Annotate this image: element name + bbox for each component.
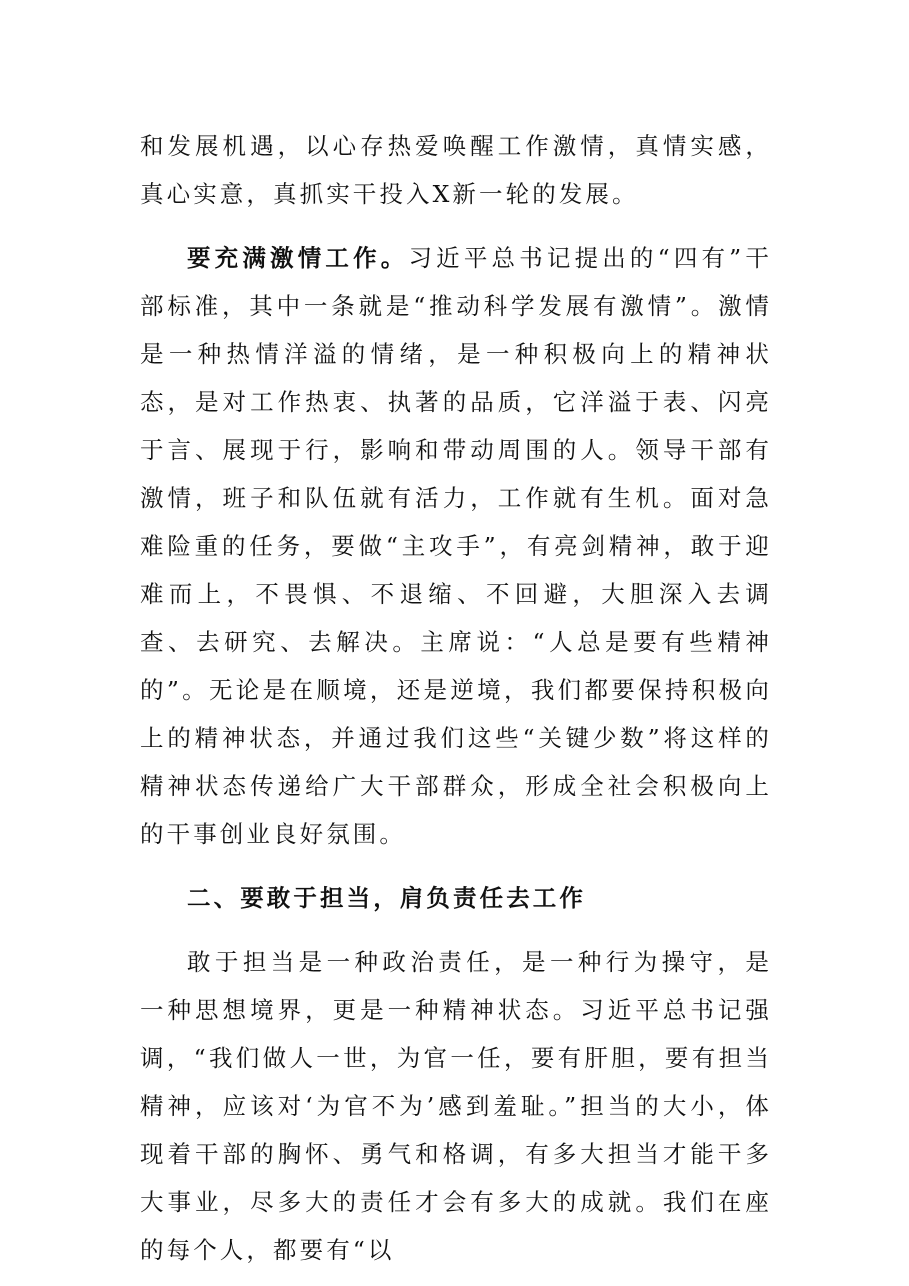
- paragraph-text: 习近平总书记提出的“四有”干部标准，其中一条就是“推动科学发展有激情”。激情是一种热情洋溢的情绪，是一种积极向上的精神状态，是对工作热衷、执著的品质，它洋溢于表、闪亮于言、展现于行，影响和带动周围的人。领导干部有激情，班子和队伍就有活力，工作就有生机。面对急难险重的任务，要做“主攻手”，有亮剑精神，敢于迎难而上，不畏惧、不退缩、不回避，大胆深入去调查、去研究、去解决。主席说：“人总是要有些精神的”。无论是在顺境，还是逆境，我们都要保持积极向上的精神状态，并通过我们这些“关键少数”将这样的精神状态传递给广大干部群众，形成全社会积极向上的干事创业良好氛围。: [140, 244, 772, 848]
- paragraph-lead-bold: 要充满激情工作。: [187, 244, 409, 272]
- paragraph-passion: [140, 234, 772, 858]
- document-body: [140, 122, 772, 1274]
- paragraph-text: 和发展机遇，以心存热爱唤醒工作激情，真情实感，真心实意，真抓实干投入X新一轮的发展。: [140, 132, 772, 208]
- paragraph-continuation: [140, 122, 772, 218]
- paragraph-responsibility: [140, 938, 772, 1274]
- paragraph-text: 敢于担当是一种政治责任，是一种行为操守，是一种思想境界，更是一种精神状态。习近平总书记强调，“我们做人一世，为官一任，要有肝胆，要有担当精神，应该对‘为官不为’感到羞耻。”担当的大小，体现着干部的胸怀、勇气和格调，有多大担当才能干多大事业，尽多大的责任才会有多大的成就。我们在座的每个人，都要有“以: [140, 948, 772, 1264]
- section-heading-text: 二、要敢于担当，肩负责任去工作: [187, 884, 586, 912]
- section-heading: [140, 874, 772, 922]
